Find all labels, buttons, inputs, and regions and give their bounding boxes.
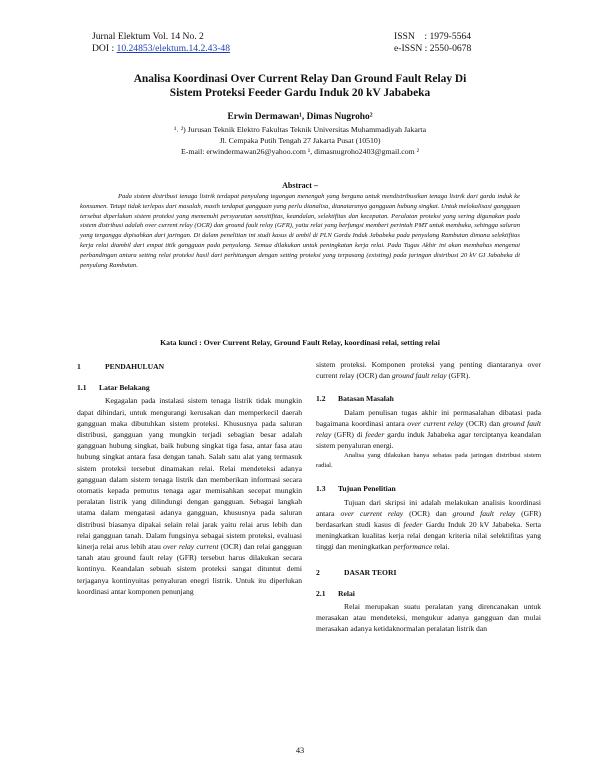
paragraph: Tujuan dari skripsi ini adalah melakukan analisis koordinasi antara over current relay (OCR) dan ground fault relay (GFR) berdasarkan studi kasus di feeder Gardu Induk 20 kV Jababeka. Serta meningkatkan kualitas kerja relai dengan kriteria nilai selektifitas yang tinggi dan meningkatkan performance relai. <box>316 497 542 552</box>
keywords: Kata kunci : Over Current Relay, Ground Fault Relay, koordinasi relai, setting relai <box>160 338 440 347</box>
subsection-heading: 1.1 Latar Belakang <box>77 383 150 393</box>
title-line-1: Analisa Koordinasi Over Current Relay Dan Ground Fault Relay Di <box>133 73 467 85</box>
affiliation-line-2: Jl. Cempaka Putih Tengah 27 Jakarta Pusat (10510) <box>219 136 381 145</box>
authors: Erwin Dermawan¹, Dimas Nugroho² <box>227 112 373 122</box>
journal-header-right <box>394 31 471 55</box>
e-issn: e-ISSN : 2550-0678 <box>394 43 472 54</box>
paragraph: Kegagalan pada instalasi sistem tenaga listrik tidak mungkin dapat dihindari, untuk mengurangi kerusakan dan memperkecil daerah gangguan maka dibutuhkan sistem proteksi. Khususnya pada saluran distribusi, gangguan yang mungkin terjadi sebagian besar adalah gangguan hubung singkat, baik hubung singkat tiga fasa, antar fasa atau hubung singkat antara fasa dengan tanah. Salah satu alat yang termasuk sistem proteksi tersebut dinamakan relai. Relai mendeteksi adanya gangguan dalam sistem tenaga listrik dan memberikan informasi secara otomatis kepada pemutus tenaga agar memisahkan secepat mungkin peralatan listrik yang dilindungi dengan gangguan. Sebagai langkah utama dalam mengatasi adanya gangguan, khususnya pada saluran distribusi biasanya dipakai selain relai jarak yaitu relai arus lebih dan relai gangguan tanah. Dalam fungsinya sebagai sistem proteksi, evaluasi kinerja relai arus lebih atau over relay current (OCR) dan relai gangguan tanah atau ground fault relay (GFR) tersebut harus dilakukan secara kontinyu. Keandalan sebuah sistem proteksi sangat dituntut demi terjaganya kontinyuitas penyaluran enegri listrik. Untuk itu diperlukan koordinasi antar komponen penunjang <box>77 396 302 596</box>
paragraph: sistem proteksi. Komponen proteksi yang penting diantaranya over current relay (OCR) dan ground fault relay (GFR). <box>316 360 541 381</box>
left-column <box>77 359 302 597</box>
issn: ISSN : 1979-5564 <box>394 31 472 42</box>
doi-label: DOI : <box>92 43 117 54</box>
section-heading: 1 PENDAHULUAN <box>77 362 165 371</box>
subsection-heading: 2.1 Relai <box>316 588 355 598</box>
abstract-body: Pada sistem distribusi tenaga listrik terdapat penyulang tegangan menengah yang berguna untuk mendistribusikan tenaga listrik dari gardu induk ke konsumen. Tetapi tidak terlepas dari masalah, masih terdapat gangguan yang perlu dianalisa, dianataranya gangguan hubung singkat. Untuk melokalisasi gangguan tersebut diperlukan sistem proteksi yang memenuhi persyaratan sensitifitas, keandalan, selektifitas dan kecepatan. Peralatan proteksi yang sering digunakan pada sistem distribusi adalah over current relay (OCR) dan ground fault relay (GFR), yaitu relai yang berfungsi memberi perintah PMT untuk membuka, sehingga saluran yang terganggu dipisahkan dari jaringan. Di dalam penelitian ini studi kasus di ambil di PLN Gardu Induk Jababeka pada penyulang Rambutan dimana selektifitas kerja relai diambil dari empat titik gangguan pada penyulang. Semua dilakukan untuk peningkatan kerja relai. Pada Tugas Akhir ini akan membahas mengenai perbandingan antara setting relai proteksi hasil dari perhitungan dengan setting proteksi yang terpasang (existing) pada jaringan distribusi 20 kV GI Jababeka di penyulang Rambutan. <box>80 193 520 269</box>
doi-line <box>92 43 230 55</box>
paragraph: Dalam penulisan tugas akhir ini permasalahan dibatasi pada bagaimana koordinasi antara over current relay (OCR) dan ground fault relay (GFR) di feeder gardu induk Jababeka agar terciptanya keandalan sistem penyaluran energi. <box>316 407 542 451</box>
right-column <box>316 359 541 635</box>
affiliation-line-1: ¹˒ ²) Jurusan Teknik Elektro Fakultas Teknik Universitas Muhammadiyah Jakarta <box>173 125 427 134</box>
subsection-heading: 1.3 Tujuan Penelitian <box>316 484 396 494</box>
doi-link[interactable]: 10.24853/elektum.14.2.43-48 <box>116 43 231 54</box>
title-line-2: Sistem Proteksi Feeder Gardu Induk 20 kV Jababeka <box>169 87 431 99</box>
paragraph: Analisa yang dilakukan hanya sebatas pada jaringan distribusi sistem radial. <box>316 452 541 470</box>
section-heading: 2 DASAR TEORI <box>316 567 397 577</box>
paper-title <box>60 72 540 100</box>
paragraph: Relai merupakan suatu peralatan yang direncanakan untuk merasakan atau mendeteksi, mengukur adanya gangguan dan mulai merasakan adanya ketidaknormalan peralatan listrik dan <box>316 602 541 634</box>
affiliation <box>60 124 540 157</box>
abstract-heading: Abstract – <box>282 181 318 190</box>
journal-header-left <box>92 31 230 55</box>
subsection-heading: 1.2 Batasan Masalah <box>316 394 394 404</box>
affiliation-email: E-mail: erwindermawan26@yahoo.com ¹, dimasnugroho2403@gmail.com ² <box>181 147 419 156</box>
journal-name: Jurnal Elektum Vol. 14 No. 2 <box>92 31 204 42</box>
page-number: 43 <box>295 746 305 755</box>
